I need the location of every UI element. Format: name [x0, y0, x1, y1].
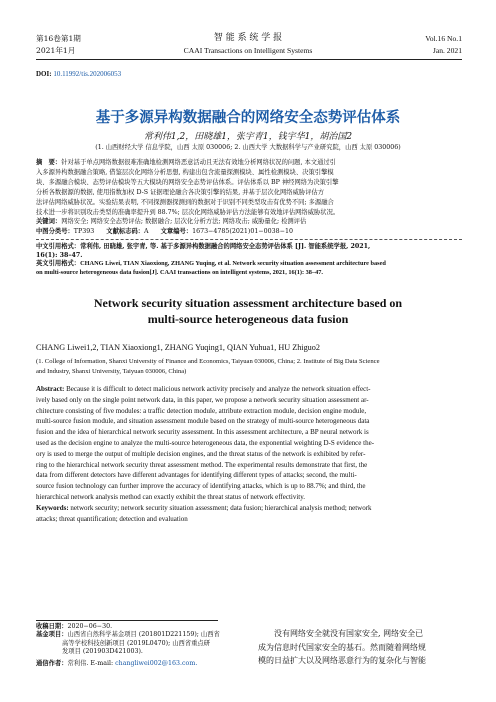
header-date-zh: 2021年1月	[36, 46, 76, 55]
header-rule	[36, 59, 462, 60]
abstract-en	[36, 384, 462, 524]
cite-en-cont: on multi-source heterogeneous data fusion[J]. CAAI transactions on intelligent systems, 2021, 16(1): 38–47.	[36, 268, 323, 276]
corresponding-author: 通信作者：常利伟. E-mail: changliwei002@163.com.	[36, 659, 198, 667]
doi-label: DOI:	[36, 70, 52, 78]
journal-title-en: CAAI Transactions on Intelligent Systems	[183, 46, 313, 55]
footnote: 收稿日期：2020−06−30. 基金项目：山西省自然科学基金项目 (201801D221159); 山西省 高等学校科技创新项目 (2019L0470); 山西省重点研 发项目 (201903D421003). 通信作者：常利伟. E-mail: changliwei002@163.com.	[36, 623, 226, 668]
affiliation-zh: (1. 山西财经大学 信息学院，山西 太原 030006; 2. 山西大学 大数据科学与产业研究院，山西 太原 030006)	[95, 144, 401, 151]
cite-zh-cont: 16(1): 38–47.	[36, 251, 83, 259]
fund: 基金项目：山西省自然科学基金项目 (201801D221159); 山西省	[36, 631, 220, 639]
keywords-en-cont: attacks; threat quantification; detection and evaluation	[36, 514, 188, 523]
section-rule	[36, 239, 462, 240]
keywords-en: Keywords: network security; network security situation assessment; data fusion; hierarchical analysis method; network	[36, 503, 372, 512]
abstract-zh-line: 入多源异构数据融合策略, 借鉴层次化网络分析思想, 构建出包含流量探测模块、属性检测模块、决策引擎模	[36, 168, 334, 176]
cite-zh: 中文引用格式：常利伟, 田晓雄, 张宇青, 等. 基于多源异构数据融合的网络安全态势评估体系 [J]. 智能系统学报, 2021,	[36, 243, 371, 250]
abstract-en-line: data from different detectors have different advantages for identifying different types of attacks; second, the multi-	[36, 471, 357, 480]
abstract-en-line: ring to the hierarchical network security threat assessment method. The experimental results demonstrate that first, the	[36, 460, 368, 469]
keywords-zh-label: 关键词：	[36, 218, 62, 226]
abstract-en-line: multi-source fusion module, and situation assessment module based on the strategy of multi-source heterogeneous data	[36, 417, 370, 426]
doi-link[interactable]: 10.11992/tis.202006053	[53, 70, 122, 78]
abstract-en-line: chitecture consisting of five modules: a traffic detection module, attribute extraction module, decision engine module,	[36, 406, 367, 415]
header-date-en: Jan. 2021	[432, 46, 462, 55]
abstract-zh-line: 块、多源融合模块、态势评估模块等五大模块的网络安全态势评估体系。评估体系以 BP 神经网络为决策引擎	[36, 178, 339, 186]
title-zh: 基于多源异构数据融合的网络安全态势评估体系	[95, 110, 401, 126]
title-en-line1: Network security situation assessment architecture based on	[93, 296, 403, 310]
title-en-line2: multi-source heterogeneous data fusion	[147, 312, 349, 326]
authors-en: CHANG Liwei1,2, TIAN Xiaoxiong1, ZHANG Yuqing1, QIAN Yuhua1, HU Zhiguo2	[36, 343, 320, 352]
email-link[interactable]: changliwei002@163.com.	[115, 659, 198, 667]
abstract-en-line: Abstract: Because it is difficult to detect malicious network activity precisely and analyze the network situation effect-	[36, 385, 371, 393]
keywords-zh: 关键词：网络安全; 网络安全态势评估; 数据融合; 层次化分析方法; 网络攻击; 威胁量化; 检测评估	[36, 218, 307, 226]
affiliation-en: (1. College of Information, Shanxi University of Finance and Economics, Taiyuan 030006, China; 2. Institute of Big Data Science and Industry, Shanxi University, Taiyuan 030006, China)	[36, 358, 380, 375]
footnote-rule	[36, 620, 218, 621]
abstract-en-line: hierarchical network analysis method can exactly exhibit the threat status of network effectivity.	[36, 492, 306, 501]
cite-en: 英文引用格式：CHANG Liwei, TIAN Xiaoxiong, ZHANG Yuqing, et al. Network security situation assessment architecture based	[36, 260, 386, 268]
classification-zh: 中图分类号：TP393 文献标志码：A 文章编号：1673−4785(2021)01−0038−10	[36, 228, 293, 236]
journal-title-zh: 智 能 系 统 学 报	[213, 33, 283, 43]
abstract-en-line: source fusion technology can further improve the accuracy of identifying attacks, which is up to 88.7%; and third, the	[36, 482, 366, 491]
received: 收稿日期：2020−06−30.	[36, 623, 113, 630]
abstract-en-line: fusion and the idea of hierarchical network security assessment. In this assessment architecture, a BP neural network is	[36, 428, 369, 437]
abstract-zh-line: 摘 要：针对基于单点网络数据很难准确地检测网络恶意活动且无法有效地分析网络状况的问题, 本文通过引	[36, 159, 336, 166]
abstract-zh-label: 摘 要：	[36, 159, 62, 166]
abstract-en-line: ively based only on the single point network data, in this paper, we propose a network security situation assessment ar-	[36, 395, 369, 404]
header-volume-zh: 第16卷第1期	[36, 34, 81, 43]
citation-block	[36, 243, 462, 277]
body-text: 没有网络安全就没有国家安全, 网络安全已 成为信息时代国家安全的基石。然而随着网络规 模的日益扩大以及网络恶意行为的复杂化与智能	[258, 629, 426, 665]
authors-zh: 常利伟1,2，田晓雄1，张宇青1，钱宇华1，胡治国2	[143, 132, 353, 142]
abstract-en-line: used as the decision engine to analyze the multi-source heterogeneous data, the exponential weighting D-S evidence the-	[36, 438, 375, 447]
header-volume-en: Vol.16 No.1	[425, 34, 462, 43]
abstract-zh-line: 技术进一步将识别攻击类型的准确率提升到 88.7%; 层次化网络威胁评估方法能够有效地评估网络威胁状况。	[36, 208, 340, 216]
doi	[36, 70, 121, 78]
abstract-zh-line: 法评估网络威胁状况。实验结果表明, 不同探测器探测到的数据对于识别不同类型攻击有优势不同; 多源融合	[36, 198, 334, 206]
abstract-zh	[36, 158, 462, 237]
abstract-en-line: ory is used to merge the output of multiple decision engines, and the threat status of the network is exhibited by refer-	[36, 449, 366, 458]
abstract-zh-line: 分析各数据源的数据, 使用指数加权 D-S 证据理论融合各决策引擎的结果, 并基于层次化网络威胁评估方	[36, 188, 325, 196]
